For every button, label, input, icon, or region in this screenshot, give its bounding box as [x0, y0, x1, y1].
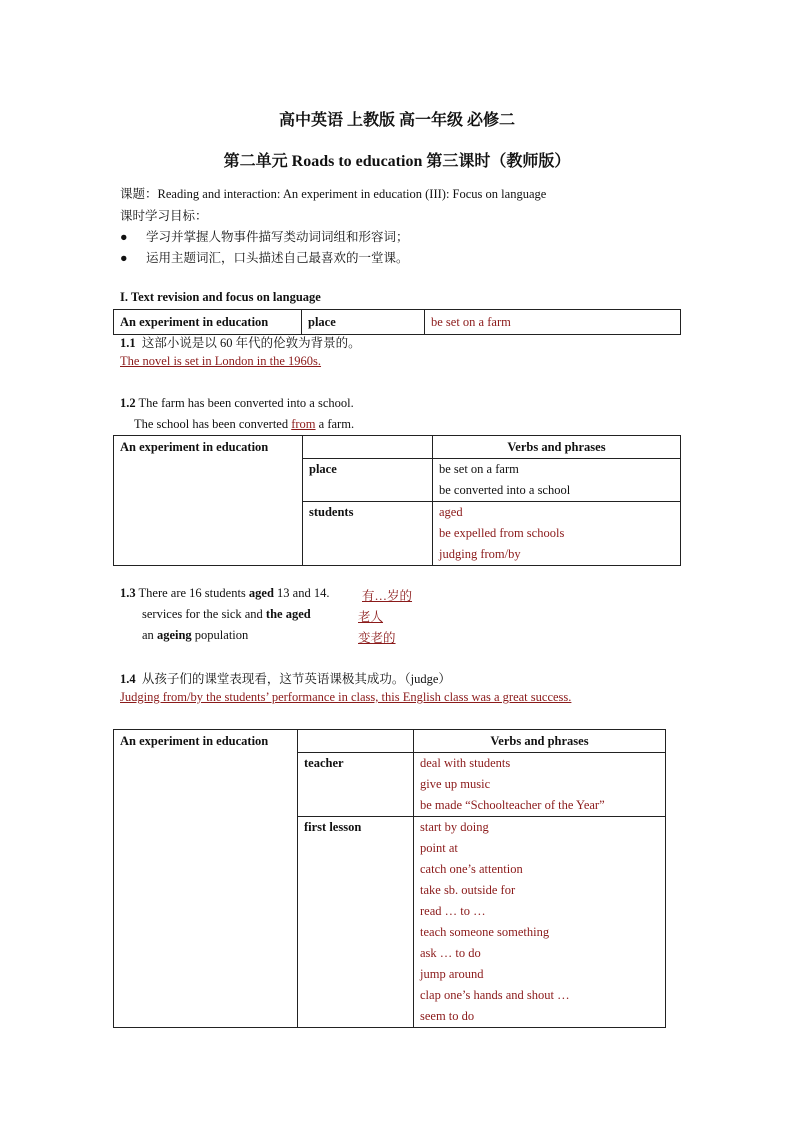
phrase: deal with students	[420, 756, 511, 770]
page-title: 高中英语 上教版 高一年级 必修二	[278, 112, 515, 129]
item-1-4	[120, 669, 451, 687]
table-2-row-items	[414, 753, 666, 817]
text-span: There are 16 students	[138, 586, 249, 600]
item-text: 从孩子们的课堂表现看，这节英语课极其成功。（judge）	[141, 672, 451, 686]
item-number: 1.2	[120, 396, 136, 410]
table-1-col1-header: An experiment in education	[114, 436, 303, 566]
table-1-row-items	[433, 459, 681, 502]
table-2-col3-header: Verbs and phrases	[414, 730, 666, 753]
topic-text: Reading and interaction: An experiment in education (III): Focus on language	[157, 187, 547, 201]
row-label-text: first lesson	[304, 820, 362, 834]
bullet-icon: ●	[120, 251, 128, 265]
table-2-row-label	[298, 817, 414, 1028]
table-1-row-label	[303, 459, 433, 502]
phrase: judging from/by	[439, 547, 521, 561]
phrase: jump around	[420, 967, 484, 981]
table-1-row-items	[433, 502, 681, 566]
row-label-text: place	[309, 462, 337, 476]
item-1-3-line2	[142, 607, 311, 622]
goal-text: 运用主题词汇，口头描述自己最喜欢的一堂课。	[146, 251, 409, 265]
key-word: aged	[248, 586, 274, 600]
item-1-2	[120, 396, 354, 411]
table-1-row-label	[303, 502, 433, 566]
phrase: teach someone something	[420, 925, 550, 939]
table-0	[113, 309, 681, 335]
text-span: a farm.	[315, 417, 355, 431]
item-1-3-line3	[142, 628, 248, 643]
table-2-row-label	[298, 753, 414, 817]
section-heading: I. Text revision and focus on language	[120, 290, 321, 304]
phrase: start by doing	[420, 820, 489, 834]
table-2	[113, 729, 666, 1028]
item-1-3-answer-1: 有…岁的	[362, 589, 413, 603]
item-1-3-line1	[120, 586, 329, 601]
table-1	[113, 435, 681, 566]
bullet-icon: ●	[120, 230, 128, 244]
phrase: catch one’s attention	[420, 862, 523, 876]
table-2-empty-header	[298, 730, 414, 753]
phrase: be set on a farm	[439, 462, 519, 476]
key-word: ageing	[156, 628, 192, 642]
item-number: 1.1	[120, 336, 136, 350]
goal-item	[120, 248, 409, 266]
table-2-col1-header: An experiment in education	[114, 730, 298, 1028]
page-subtitle: 第二单元 Roads to education 第三课时（教师版）	[223, 153, 571, 170]
phrase: clap one’s hands and shout …	[420, 988, 570, 1002]
table-2-row-items	[414, 817, 666, 1028]
goals-label: 课时学习目标：	[120, 209, 208, 223]
text-span: services for the sick and	[142, 607, 266, 621]
topic-label: 课题：	[120, 187, 158, 201]
row-label-text: students	[309, 505, 354, 519]
item-number: 1.3	[120, 586, 136, 600]
phrase: read … to …	[420, 904, 486, 918]
blank-answer: from	[291, 417, 316, 431]
phrase: take sb. outside for	[420, 883, 516, 897]
item-1-3-answer-2: 老人	[358, 610, 384, 624]
item-1-1	[120, 333, 361, 351]
item-1-4-answer: Judging from/by the students’ performance in class, this English class was a great success.	[120, 690, 572, 704]
phrase: be converted into a school	[439, 483, 571, 497]
item-1-2-line2	[134, 417, 354, 432]
item-1-3-answer-3: 变老的	[358, 631, 396, 645]
table-0-col1: An experiment in education	[114, 310, 302, 335]
item-text: 这部小说是以 60 年代的伦敦为背景的。	[141, 336, 361, 350]
item-1-1-answer: The novel is set in London in the 1960s.	[120, 354, 322, 368]
phrase: ask … to do	[420, 946, 481, 960]
item-number: 1.4	[120, 672, 136, 686]
table-0-col2: place	[302, 310, 425, 335]
topic-line	[120, 184, 546, 202]
phrase: be expelled from schools	[439, 526, 565, 540]
table-1-empty-header	[303, 436, 433, 459]
item-text: The farm has been converted into a school.	[138, 396, 354, 410]
phrase: give up music	[420, 777, 491, 791]
row-label-text: teacher	[304, 756, 344, 770]
phrase: be made “Schoolteacher of the Year”	[420, 798, 605, 812]
goal-text: 学习并掌握人物事件描写类动词词组和形容词；	[146, 230, 409, 244]
key-word: the aged	[265, 607, 311, 621]
text-span: The school has been converted	[134, 417, 292, 431]
text-span: population	[191, 628, 249, 642]
phrase: point at	[420, 841, 458, 855]
text-span: 13 and 14.	[273, 586, 330, 600]
phrase: aged	[439, 505, 463, 519]
goal-item	[120, 227, 409, 245]
phrase: seem to do	[420, 1009, 475, 1023]
table-1-col3-header: Verbs and phrases	[433, 436, 681, 459]
table-0-col3: be set on a farm	[425, 310, 681, 335]
text-span: an	[142, 628, 157, 642]
